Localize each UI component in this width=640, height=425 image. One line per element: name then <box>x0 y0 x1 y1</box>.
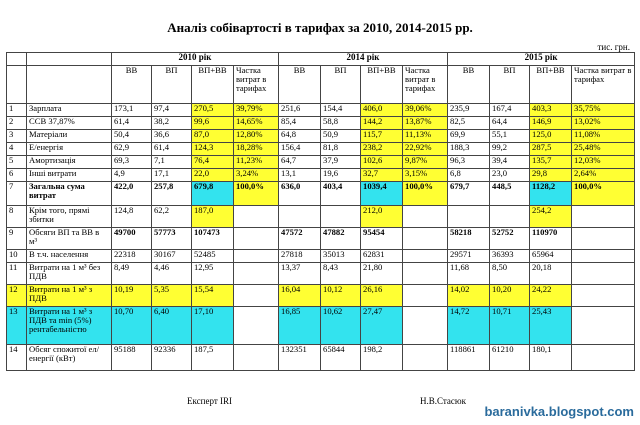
row-number: 9 <box>7 228 27 250</box>
table-cell: 156,4 <box>279 143 321 156</box>
col-header: Частка витрат в тарифах <box>403 66 448 104</box>
table-cell: 100,0% <box>572 182 635 206</box>
col-header: ВВ <box>279 66 321 104</box>
cost-table <box>6 52 635 371</box>
table-cell: 257,8 <box>152 182 192 206</box>
table-cell: 8,43 <box>321 263 361 285</box>
table-cell: 64,7 <box>279 156 321 169</box>
table-cell: 14,72 <box>448 307 490 345</box>
col-header: ВВ <box>448 66 490 104</box>
table-cell: 19,6 <box>321 169 361 182</box>
table-cell: 5,35 <box>152 285 192 307</box>
table-cell: 35,75% <box>572 104 635 117</box>
table-cell: 173,1 <box>112 104 152 117</box>
table-cell <box>234 285 279 307</box>
table-cell: 10,20 <box>490 285 530 307</box>
table-cell <box>234 250 279 263</box>
table-cell: 636,0 <box>279 182 321 206</box>
table-cell: 47572 <box>279 228 321 250</box>
table-cell <box>234 345 279 371</box>
table-cell: 135,7 <box>530 156 572 169</box>
table-cell: 13,87% <box>403 117 448 130</box>
row-label: Інші витрати <box>27 169 112 182</box>
table-cell: 92336 <box>152 345 192 371</box>
table-row <box>7 104 635 117</box>
table-cell: 100,0% <box>403 182 448 206</box>
table-cell: 69,9 <box>448 130 490 143</box>
table-cell: 25,48% <box>572 143 635 156</box>
table-cell: 187,5 <box>192 345 234 371</box>
table-cell: 36393 <box>490 250 530 263</box>
table-cell: 11,23% <box>234 156 279 169</box>
table-cell <box>403 285 448 307</box>
year-header: 2015 рік <box>448 53 635 66</box>
table-row <box>7 169 635 182</box>
table-cell <box>403 345 448 371</box>
table-cell: 679,7 <box>448 182 490 206</box>
watermark: baranivka.blogspot.com <box>484 404 634 419</box>
row-label: Е/енергія <box>27 143 112 156</box>
col-header: ВВ <box>112 66 152 104</box>
table-cell: 20,18 <box>530 263 572 285</box>
table-cell: 17,1 <box>152 169 192 182</box>
table-cell: 95454 <box>361 228 403 250</box>
table-cell: 97,4 <box>152 104 192 117</box>
table-cell: 13,1 <box>279 169 321 182</box>
table-cell <box>403 206 448 228</box>
col-header: ВП <box>152 66 192 104</box>
table-cell: 24,22 <box>530 285 572 307</box>
table-cell: 81,8 <box>321 143 361 156</box>
table-cell: 15,54 <box>192 285 234 307</box>
table-cell: 448,5 <box>490 182 530 206</box>
table-cell <box>403 307 448 345</box>
table-cell: 10,70 <box>112 307 152 345</box>
table-cell: 422,0 <box>112 182 152 206</box>
table-cell: 118861 <box>448 345 490 371</box>
table-cell: 62831 <box>361 250 403 263</box>
table-cell: 10,71 <box>490 307 530 345</box>
row-number: 2 <box>7 117 27 130</box>
table-cell <box>234 307 279 345</box>
table-cell: 99,2 <box>490 143 530 156</box>
table-cell: 58218 <box>448 228 490 250</box>
col-header: Частка витрат в тарифах <box>234 66 279 104</box>
table-cell <box>572 206 635 228</box>
table-cell: 10,19 <box>112 285 152 307</box>
table-cell: 64,4 <box>490 117 530 130</box>
table-cell: 180,1 <box>530 345 572 371</box>
row-label: Загальна сума витрат <box>27 182 112 206</box>
units-label: тис. грн. <box>597 42 630 52</box>
table-cell: 23,0 <box>490 169 530 182</box>
table-cell: 132351 <box>279 345 321 371</box>
table-cell: 235,9 <box>448 104 490 117</box>
table-cell: 21,80 <box>361 263 403 285</box>
table-cell: 39,79% <box>234 104 279 117</box>
row-number: 13 <box>7 307 27 345</box>
table-cell: 49700 <box>112 228 152 250</box>
table-cell: 10,62 <box>321 307 361 345</box>
table-cell: 99,6 <box>192 117 234 130</box>
row-label: Витрати на 1 м³ з ПДВ та min (5%) рентабельністю <box>27 307 112 345</box>
table-cell: 35013 <box>321 250 361 263</box>
row-label: Витрати на 1 м³ без ПДВ <box>27 263 112 285</box>
table-cell: 10,12 <box>321 285 361 307</box>
table-cell: 26,16 <box>361 285 403 307</box>
row-number: 8 <box>7 206 27 228</box>
table-cell: 254,2 <box>530 206 572 228</box>
row-label: Матеріали <box>27 130 112 143</box>
table-cell: 124,3 <box>192 143 234 156</box>
table-cell: 12,80% <box>234 130 279 143</box>
row-label: Зарплата <box>27 104 112 117</box>
table-cell: 1039,4 <box>361 182 403 206</box>
table-cell: 403,4 <box>321 182 361 206</box>
table-row <box>7 117 635 130</box>
row-number: 12 <box>7 285 27 307</box>
table-row <box>7 263 635 285</box>
table-cell: 4,46 <box>152 263 192 285</box>
table-cell <box>234 263 279 285</box>
table-cell: 47882 <box>321 228 361 250</box>
table-cell: 50,9 <box>321 130 361 143</box>
year-header: 2014 рік <box>279 53 448 66</box>
table-cell: 58,8 <box>321 117 361 130</box>
table-cell: 16,85 <box>279 307 321 345</box>
table-cell: 30167 <box>152 250 192 263</box>
table-cell: 62,9 <box>112 143 152 156</box>
table-cell: 61210 <box>490 345 530 371</box>
table-cell: 22318 <box>112 250 152 263</box>
table-cell: 36,6 <box>152 130 192 143</box>
table-cell: 7,1 <box>152 156 192 169</box>
table-cell: 82,5 <box>448 117 490 130</box>
table-cell: 39,4 <box>490 156 530 169</box>
table-cell: 9,87% <box>403 156 448 169</box>
table-cell: 2,64% <box>572 169 635 182</box>
table-cell: 61,4 <box>112 117 152 130</box>
col-header: ВП+ВВ <box>192 66 234 104</box>
table-cell: 167,4 <box>490 104 530 117</box>
table-cell: 61,4 <box>152 143 192 156</box>
table-cell: 3,15% <box>403 169 448 182</box>
table-cell <box>572 307 635 345</box>
table-cell: 11,68 <box>448 263 490 285</box>
row-number: 3 <box>7 130 27 143</box>
table-cell: 18,28% <box>234 143 279 156</box>
table-cell: 154,4 <box>321 104 361 117</box>
table-cell: 96,3 <box>448 156 490 169</box>
table-cell: 187,0 <box>192 206 234 228</box>
table-cell <box>234 206 279 228</box>
table-cell: 107473 <box>192 228 234 250</box>
table-cell: 115,7 <box>361 130 403 143</box>
table-cell: 25,43 <box>530 307 572 345</box>
table-cell: 22,92% <box>403 143 448 156</box>
author-name: Н.В.Стасюк <box>420 396 467 406</box>
row-number: 1 <box>7 104 27 117</box>
table-cell: 29571 <box>448 250 490 263</box>
year-header: 2010 рік <box>112 53 279 66</box>
table-cell: 1128,2 <box>530 182 572 206</box>
table-cell: 27,47 <box>361 307 403 345</box>
table-cell: 212,0 <box>361 206 403 228</box>
table-cell: 12,95 <box>192 263 234 285</box>
table-cell <box>448 206 490 228</box>
table-cell: 679,8 <box>192 182 234 206</box>
table-cell: 146,9 <box>530 117 572 130</box>
table-cell: 12,03% <box>572 156 635 169</box>
table-cell <box>572 250 635 263</box>
table-cell: 87,0 <box>192 130 234 143</box>
table-row <box>7 206 635 228</box>
row-number: 10 <box>7 250 27 263</box>
table-row <box>7 228 635 250</box>
table-cell: 3,24% <box>234 169 279 182</box>
table-row <box>7 250 635 263</box>
row-number: 4 <box>7 143 27 156</box>
table-cell: 14,65% <box>234 117 279 130</box>
col-header: ВП+ВВ <box>361 66 403 104</box>
row-number: 14 <box>7 345 27 371</box>
page-title: Аналіз собівартості в тарифах за 2010, 2014-2015 рр. <box>167 20 473 35</box>
table-cell: 55,1 <box>490 130 530 143</box>
table-cell <box>403 250 448 263</box>
table-cell: 65844 <box>321 345 361 371</box>
year-header-row <box>7 53 635 66</box>
row-label: Крім того, прямі збитки <box>27 206 112 228</box>
row-number: 5 <box>7 156 27 169</box>
row-label: В т.ч. населення <box>27 250 112 263</box>
table-cell: 76,4 <box>192 156 234 169</box>
table-cell: 52752 <box>490 228 530 250</box>
subheader-row <box>7 66 635 104</box>
table-cell: 37,9 <box>321 156 361 169</box>
row-number: 6 <box>7 169 27 182</box>
table-cell <box>403 228 448 250</box>
table-cell: 50,4 <box>112 130 152 143</box>
table-cell: 38,2 <box>152 117 192 130</box>
table-cell: 27818 <box>279 250 321 263</box>
table-row <box>7 285 635 307</box>
table-cell <box>321 206 361 228</box>
table-cell: 4,9 <box>112 169 152 182</box>
table-cell: 198,2 <box>361 345 403 371</box>
table-cell: 238,2 <box>361 143 403 156</box>
row-label: Обсяг спожитої ел/енергії (кВт) <box>27 345 112 371</box>
table-cell: 6,8 <box>448 169 490 182</box>
table-cell <box>234 228 279 250</box>
table-row <box>7 156 635 169</box>
table-body <box>7 104 635 371</box>
table-cell: 188,3 <box>448 143 490 156</box>
table-cell <box>572 285 635 307</box>
table-cell: 124,8 <box>112 206 152 228</box>
table-cell: 270,5 <box>192 104 234 117</box>
table-cell: 95188 <box>112 345 152 371</box>
table-cell: 39,06% <box>403 104 448 117</box>
table-row <box>7 182 635 206</box>
table-row <box>7 143 635 156</box>
table-cell: 16,04 <box>279 285 321 307</box>
table-cell: 65964 <box>530 250 572 263</box>
table-cell: 11,13% <box>403 130 448 143</box>
table-cell: 125,0 <box>530 130 572 143</box>
table-cell: 62,2 <box>152 206 192 228</box>
table-cell: 17,10 <box>192 307 234 345</box>
table-cell: 102,6 <box>361 156 403 169</box>
col-header: Частка витрат в тарифах <box>572 66 635 104</box>
table-cell: 144,2 <box>361 117 403 130</box>
table-cell: 287,5 <box>530 143 572 156</box>
table-cell: 29,8 <box>530 169 572 182</box>
table-cell: 14,02 <box>448 285 490 307</box>
table-cell <box>279 206 321 228</box>
table-cell <box>572 263 635 285</box>
table-cell: 32,7 <box>361 169 403 182</box>
table-cell: 6,40 <box>152 307 192 345</box>
col-header: ВП <box>321 66 361 104</box>
table-cell: 69,3 <box>112 156 152 169</box>
table-row <box>7 345 635 371</box>
table-cell: 13,37 <box>279 263 321 285</box>
table-cell <box>403 263 448 285</box>
table-cell: 57773 <box>152 228 192 250</box>
expert-signature: Експерт IRI <box>187 396 233 406</box>
table-cell <box>572 228 635 250</box>
table-cell: 406,0 <box>361 104 403 117</box>
col-header: ВП <box>490 66 530 104</box>
table-cell: 22,0 <box>192 169 234 182</box>
col-header: ВП+ВВ <box>530 66 572 104</box>
table-cell: 100,0% <box>234 182 279 206</box>
table-cell: 8,50 <box>490 263 530 285</box>
table-row <box>7 307 635 345</box>
row-label: Амортизація <box>27 156 112 169</box>
row-label: ССВ 37,87% <box>27 117 112 130</box>
row-label: Витрати на 1 м³ з ПДВ <box>27 285 112 307</box>
row-number: 11 <box>7 263 27 285</box>
table-cell: 403,3 <box>530 104 572 117</box>
table-cell: 110970 <box>530 228 572 250</box>
table-cell: 64,8 <box>279 130 321 143</box>
table-cell: 8,49 <box>112 263 152 285</box>
table-cell: 251,6 <box>279 104 321 117</box>
table-cell: 13,02% <box>572 117 635 130</box>
table-cell: 11,08% <box>572 130 635 143</box>
row-number: 7 <box>7 182 27 206</box>
table-cell <box>572 345 635 371</box>
row-label: Обсяги ВП та ВВ в м³ <box>27 228 112 250</box>
table-cell: 85,4 <box>279 117 321 130</box>
table-row <box>7 130 635 143</box>
table-cell: 52485 <box>192 250 234 263</box>
table-cell <box>490 206 530 228</box>
